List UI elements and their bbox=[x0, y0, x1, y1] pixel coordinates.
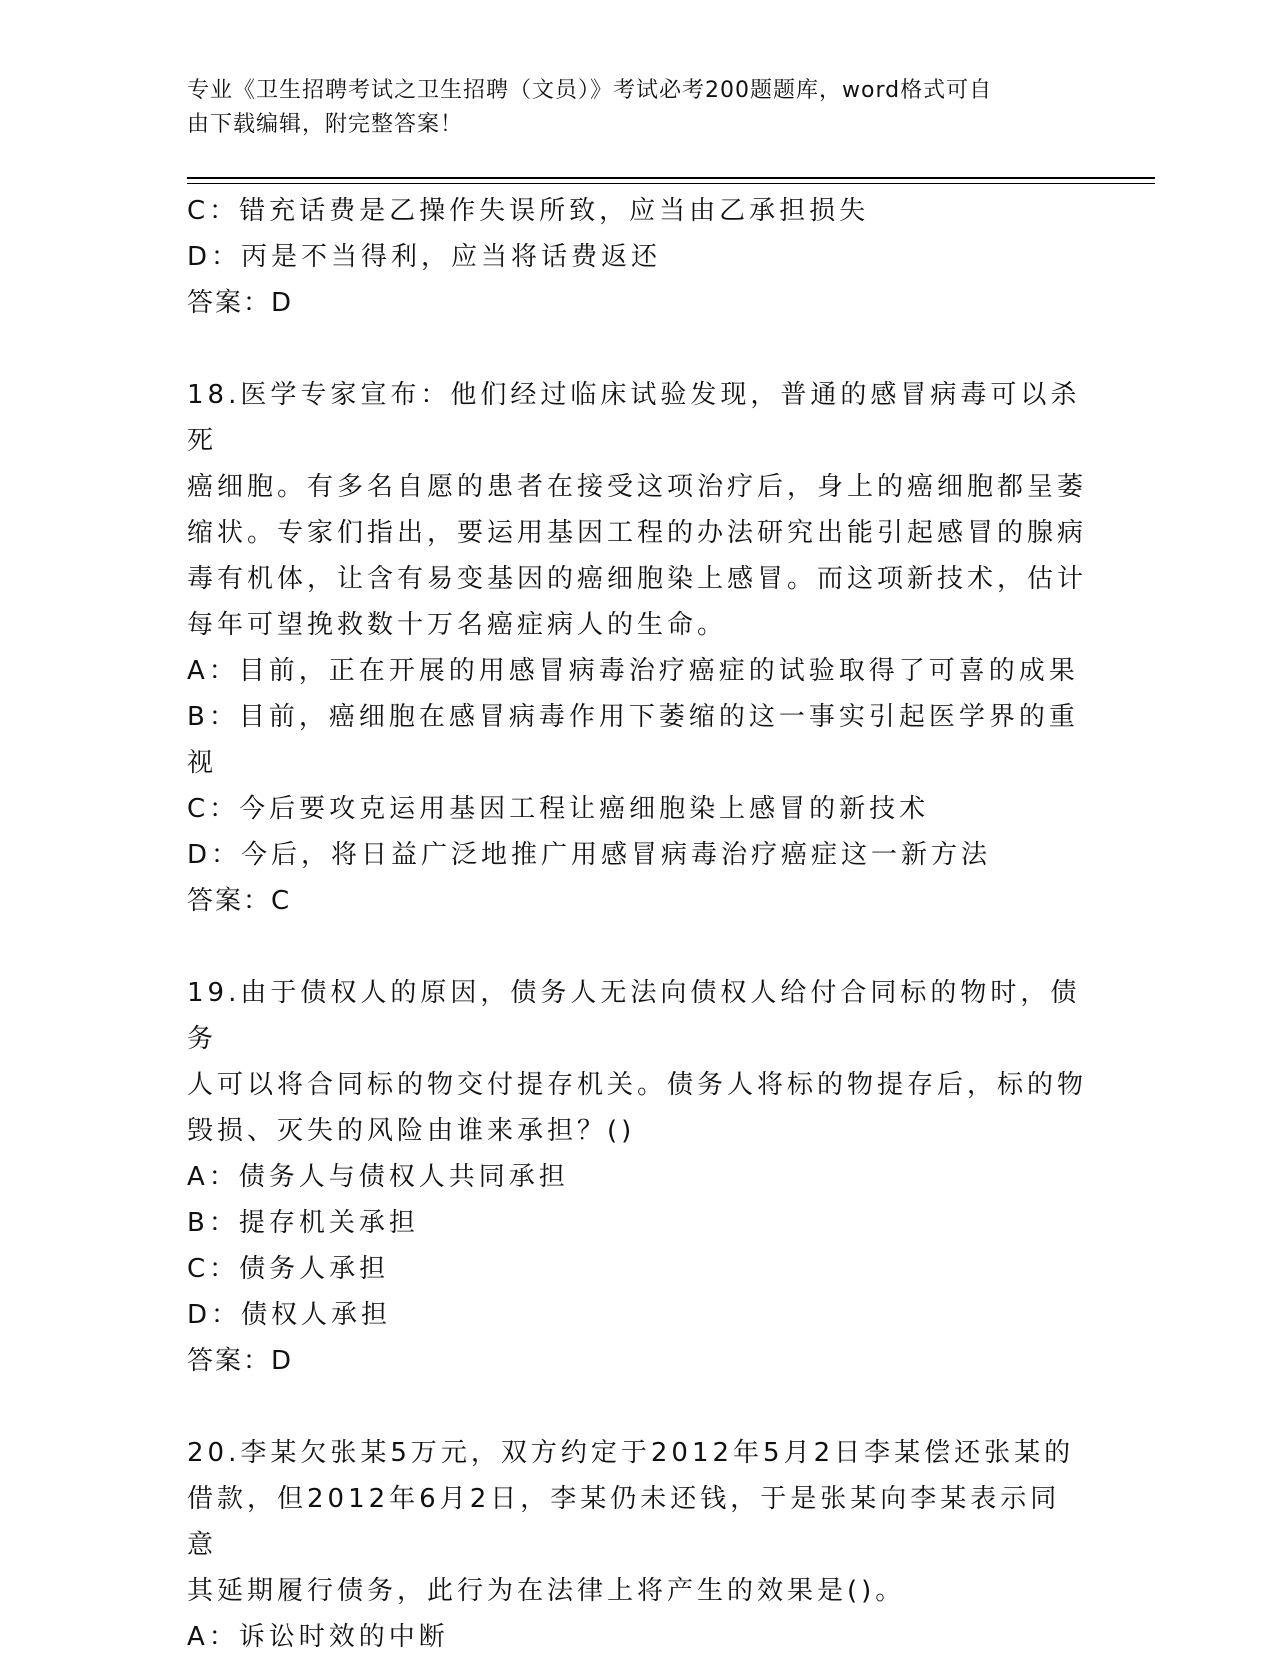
header-divider-thin bbox=[187, 183, 1155, 184]
question-19 bbox=[187, 970, 1087, 1384]
spacer bbox=[187, 1384, 1087, 1430]
question-text-line: 其延期履行债务，此行为在法律上将产生的效果是()。 bbox=[187, 1576, 906, 1606]
question-18 bbox=[187, 372, 1087, 924]
option-b: B：目前，癌细胞在感冒病毒作用下萎缩的这一事实引起医学界的重视 bbox=[187, 702, 1079, 778]
spacer bbox=[187, 326, 1087, 372]
document-header bbox=[187, 74, 1067, 142]
question-text-line: 毒有机体，让含有易变基因的癌细胞染上感冒。而这项新技术，估计 bbox=[187, 564, 1088, 594]
header-divider-thick bbox=[187, 177, 1155, 179]
question-text-line: 人可以将合同标的物交付提存机关。债务人将标的物提存后，标的物 bbox=[187, 1070, 1088, 1100]
spacer bbox=[187, 924, 1087, 970]
question-text-line: 18.医学专家宣布：他们经过临床试验发现，普通的感冒病毒可以杀死 bbox=[187, 380, 1081, 456]
question-text-line: 癌细胞。有多名自愿的患者在接受这项治疗后，身上的癌细胞都呈萎 bbox=[187, 472, 1088, 502]
option-c: C：错充话费是乙操作失误所致，应当由乙承担损失 bbox=[187, 196, 870, 226]
document-body bbox=[187, 188, 1087, 1660]
question-text-line: 19.由于债权人的原因，债务人无法向债权人给付合同标的物时，债务 bbox=[187, 978, 1081, 1054]
option-c: C：债务人承担 bbox=[187, 1254, 390, 1284]
option-d: D：债权人承担 bbox=[187, 1300, 392, 1330]
continued-question bbox=[187, 188, 1087, 326]
option-d: D：丙是不当得利，应当将话费返还 bbox=[187, 242, 662, 272]
option-a: A：诉讼时效的中断 bbox=[187, 1622, 449, 1652]
question-text-line: 借款，但2012年6月2日，李某仍未还钱，于是张某向李某表示同意 bbox=[187, 1484, 1061, 1560]
answer: 答案：D bbox=[187, 1346, 294, 1376]
option-b: B：提存机关承担 bbox=[187, 1208, 419, 1238]
question-text-line: 毁损、灭失的风险由谁来承担？() bbox=[187, 1116, 636, 1146]
answer: 答案：D bbox=[187, 288, 294, 318]
question-text-line: 20.李某欠张某5万元，双方约定于2012年5月2日李某偿还张某的 bbox=[187, 1438, 1075, 1468]
answer: 答案：C bbox=[187, 886, 292, 916]
header-title-line-2: 由下载编辑，附完整答案！ bbox=[187, 112, 464, 137]
option-a: A：债务人与债权人共同承担 bbox=[187, 1162, 569, 1192]
option-d: D：今后，将日益广泛地推广用感冒病毒治疗癌症这一新方法 bbox=[187, 840, 992, 870]
question-text-line: 缩状。专家们指出，要运用基因工程的办法研究出能引起感冒的腺病 bbox=[187, 518, 1088, 548]
header-title-line-1: 专业《卫生招聘考试之卫生招聘（文员）》考试必考200题题库，word格式可自 bbox=[187, 78, 993, 103]
option-c: C：今后要攻克运用基因工程让癌细胞染上感冒的新技术 bbox=[187, 794, 930, 824]
question-20 bbox=[187, 1430, 1087, 1660]
option-a: A：目前，正在开展的用感冒病毒治疗癌症的试验取得了可喜的成果 bbox=[187, 656, 1079, 686]
question-text-line: 每年可望挽救数十万名癌症病人的生命。 bbox=[187, 610, 728, 640]
